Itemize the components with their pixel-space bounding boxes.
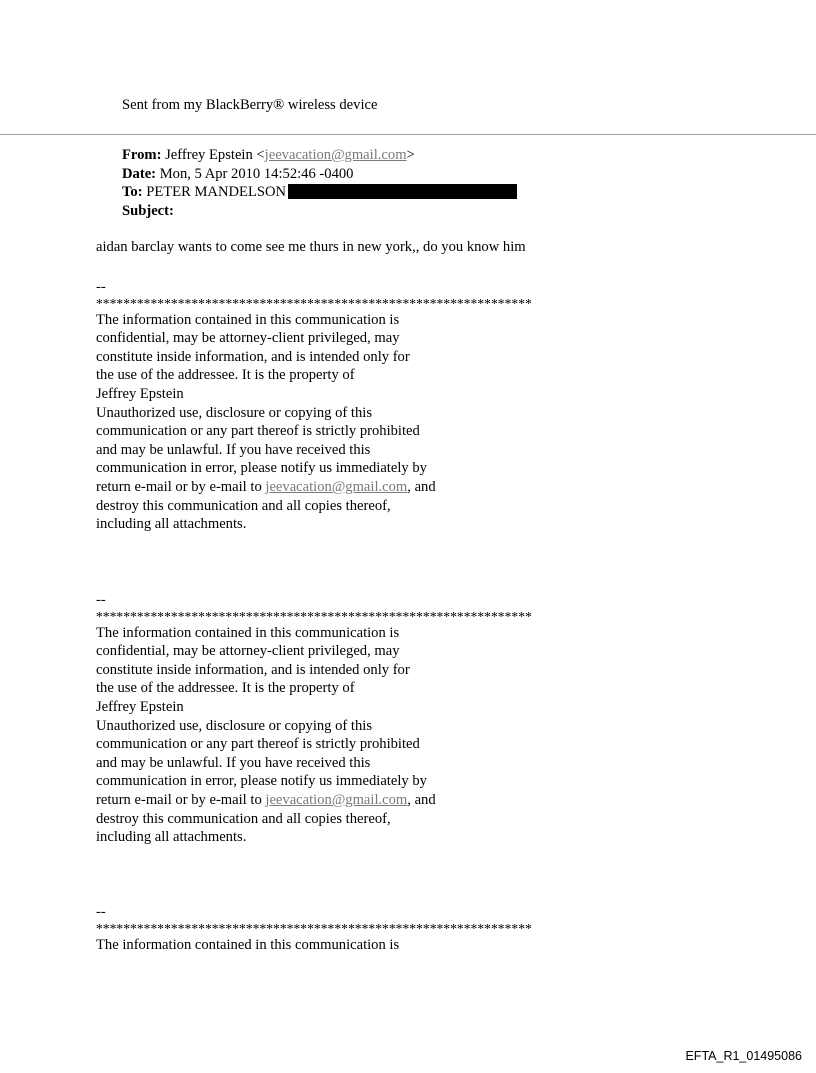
from-line [122,146,517,165]
email-header [122,146,517,220]
signature-dashes: -- [96,592,106,608]
signature-stars: **************************************************************** [96,921,532,936]
disclaimer-line: destroy this communication and all copies thereof, [96,810,391,827]
disclaimer-line: Unauthorized use, disclosure or copying of this [96,717,373,734]
disclaimer-return-line [96,791,576,810]
disclaimer-line: constitute inside information, and is intended only for [96,348,410,365]
disclaimer-line: including all attachments. [96,829,247,846]
disclaimer-line: the use of the addressee. It is the property of [96,367,355,384]
disclaimer-line: Unauthorized use, disclosure or copying of this [96,404,373,421]
disclaimer-line: communication in error, please notify us immediately by [96,773,427,790]
to-line [122,183,517,202]
return-prefix: return e-mail or by e-mail to [96,791,266,808]
disclaimer-line: Jeffrey Epstein [96,385,184,402]
to-value: PETER MANDELSON [142,184,287,201]
disclaimer-line: and may be unlawful. If you have received this [96,754,371,771]
from-label: From: [122,147,162,163]
disclaimer-line: The information contained in this communication is [96,311,400,328]
return-email-link[interactable]: jeevacation@gmail.com [265,791,408,808]
return-suffix: , and [407,791,436,808]
confidentiality-footer-2 [96,591,576,847]
from-email-link[interactable]: jeevacation@gmail.com [264,147,407,163]
to-label: To: [122,184,143,201]
date-value: Mon, 5 Apr 2010 14:52:46 -0400 [156,165,354,182]
disclaimer-line: communication or any part thereof is strictly prohibited [96,736,420,753]
disclaimer-line: The information contained in this communication is [96,624,400,641]
subject-label: Subject: [122,202,174,219]
redaction-box [288,184,517,199]
disclaimer-line: confidential, may be attorney-client privileged, may [96,643,400,660]
date-line [122,165,517,184]
return-email-link[interactable]: jeevacation@gmail.com [265,478,408,495]
disclaimer-line: Jeffrey Epstein [96,698,184,715]
from-close: > [406,147,415,163]
from-name: Jeffrey Epstein < [161,147,265,163]
return-suffix: , and [407,478,436,495]
confidentiality-footer-3 [96,903,576,954]
message-body: aidan barclay wants to come see me thurs in new york,, do you know him [96,239,526,255]
signature-dashes: -- [96,904,106,920]
disclaimer-line: communication in error, please notify us immediately by [96,460,427,477]
disclaimer-line: confidential, may be attorney-client privileged, may [96,330,400,347]
confidentiality-footer-1 [96,278,576,534]
signature-stars: **************************************************************** [96,609,532,624]
signature-stars: **************************************************************** [96,296,532,311]
disclaimer-line: communication or any part thereof is strictly prohibited [96,423,420,440]
subject-line [122,202,517,221]
header-divider [0,134,816,135]
disclaimer-line: constitute inside information, and is intended only for [96,661,410,678]
signature-dashes: -- [96,279,106,295]
sent-from-line: Sent from my BlackBerry® wireless device [122,97,378,113]
return-prefix: return e-mail or by e-mail to [96,478,266,495]
disclaimer-line: the use of the addressee. It is the property of [96,680,355,697]
date-label: Date: [122,165,157,182]
disclaimer-line: destroy this communication and all copies thereof, [96,497,391,514]
bates-number: EFTA_R1_01495086 [685,1049,802,1063]
disclaimer-return-line [96,478,576,497]
disclaimer-line: including all attachments. [96,516,247,533]
disclaimer-line: The information contained in this communication is [96,936,400,953]
disclaimer-line: and may be unlawful. If you have received this [96,441,371,458]
